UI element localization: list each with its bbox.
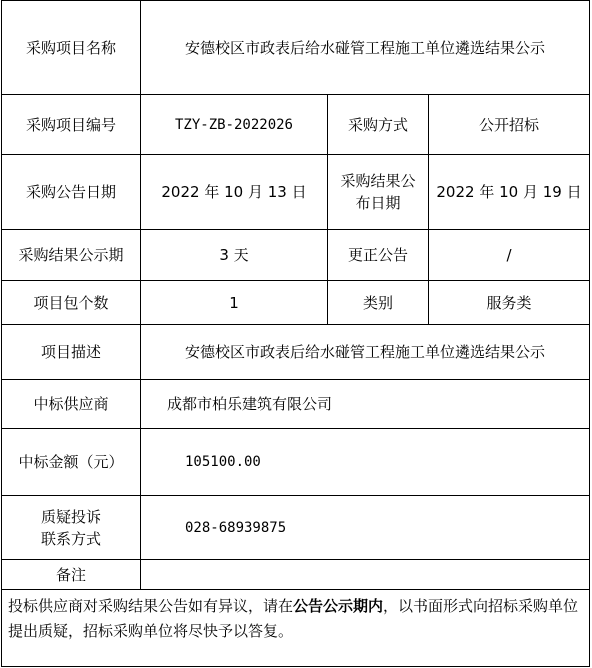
packages-value: 1 [140,280,328,325]
project-no-label: 采购项目编号 [1,94,141,155]
supplier-label: 中标供应商 [1,379,141,429]
category-value: 服务类 [428,280,590,325]
period-value: 3 天 [140,229,328,281]
supplier-value: 成都市柏乐建筑有限公司 [140,379,590,429]
category-label: 类别 [327,280,429,325]
complaint-value: 028-68939875 [140,495,590,560]
remark-value [140,559,590,590]
description-value: 安德校区市政表后给水碰管工程施工单位遴选结果公示 [140,324,590,380]
amount-label: 中标金额（元） [1,428,141,496]
method-label: 采购方式 [327,94,429,155]
objection-notice [1,589,590,667]
notice-emphasis: 公告公示期内 [293,597,384,615]
project-name-value: 安德校区市政表后给水碰管工程施工单位遴选结果公示 [140,0,590,95]
project-no-value: TZY-ZB-2022026 [140,94,328,155]
result-date-label: 采购结果公 布日期 [327,154,429,230]
amount-value: 105100.00 [140,428,590,496]
method-value: 公开招标 [428,94,590,155]
notice-date-label: 采购公告日期 [1,154,141,230]
correction-value: / [428,229,590,281]
period-label: 采购结果公示期 [1,229,141,281]
result-date-value: 2022 年 10 月 19 日 [428,154,590,230]
project-name-label: 采购项目名称 [1,0,141,95]
complaint-label: 质疑投诉 联系方式 [1,495,141,560]
remark-label: 备注 [1,559,141,590]
notice-date-value: 2022 年 10 月 13 日 [140,154,328,230]
packages-label: 项目包个数 [1,280,141,325]
notice-text-end: ，以书面形式向招标采购单位提出质疑，招标采购单位将尽快予以答复。 [8,597,579,640]
notice-text-start: 投标供应商对采购结果公告如有异议，请在 [8,597,294,615]
result-table [1,0,590,667]
correction-label: 更正公告 [327,229,429,281]
description-label: 项目描述 [1,324,141,380]
